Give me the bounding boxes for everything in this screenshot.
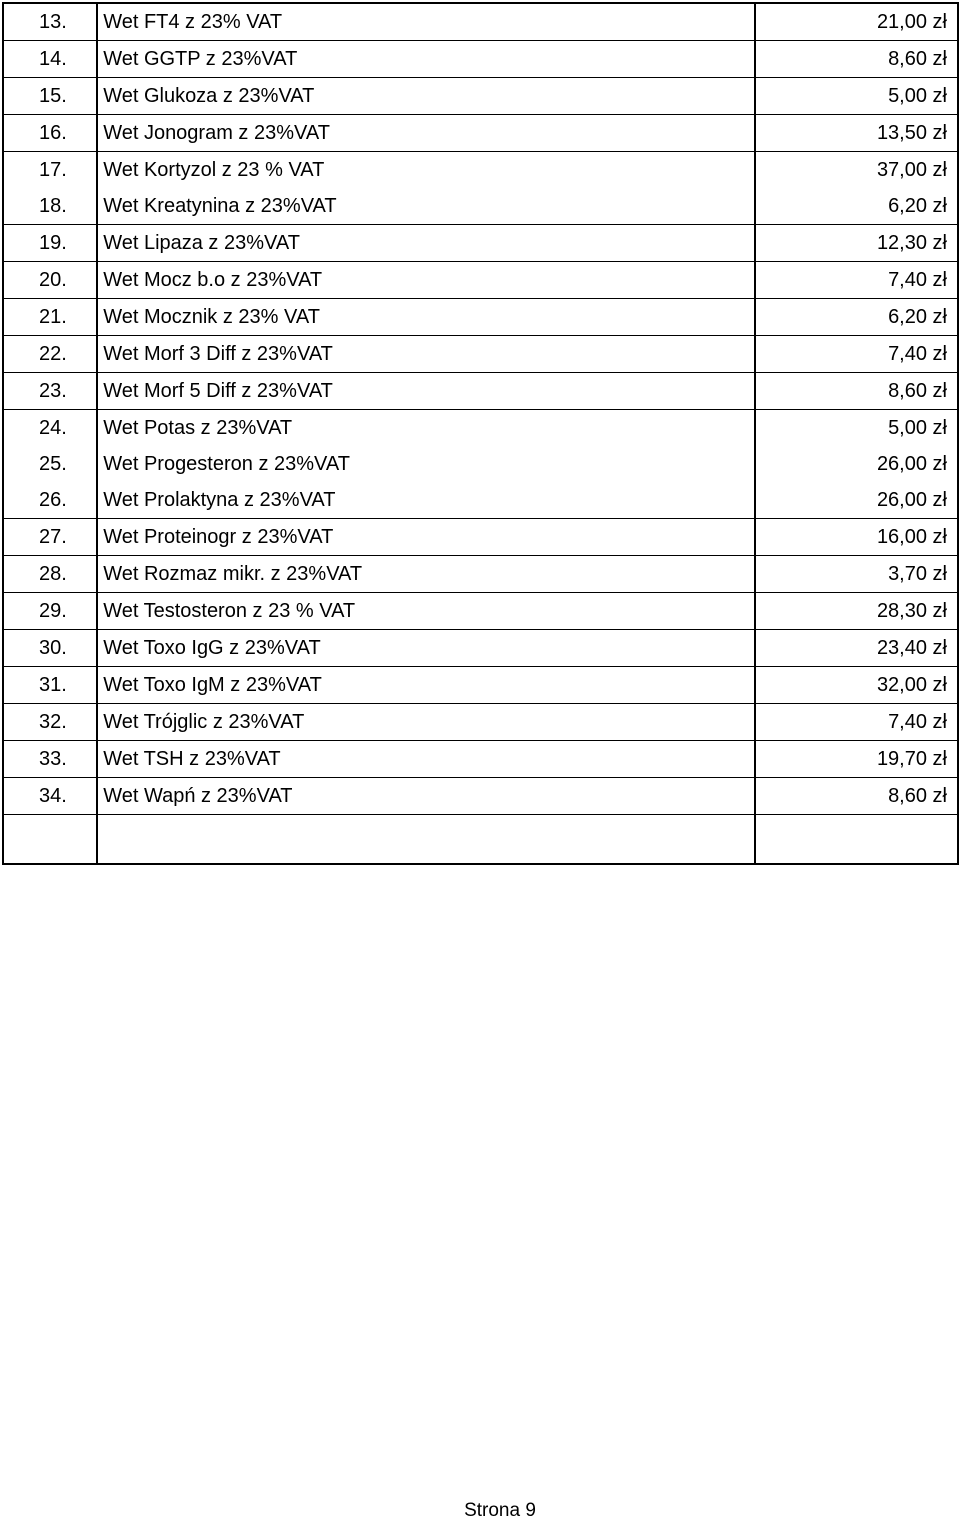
price-cell: 6,20 zł	[755, 299, 958, 336]
row-number-cell: 21.	[3, 299, 97, 336]
test-name-cell: Wet Progesteron z 23%VAT	[97, 446, 754, 482]
table-row	[3, 41, 958, 78]
row-number-cell: 13.	[3, 3, 97, 41]
price-cell: 26,00 zł	[755, 446, 958, 482]
table-row	[3, 115, 958, 152]
row-number-cell: 16.	[3, 115, 97, 152]
table-row	[3, 336, 958, 373]
row-number-cell: 27.	[3, 519, 97, 556]
price-cell: 32,00 zł	[755, 667, 958, 704]
price-cell: 5,00 zł	[755, 78, 958, 115]
table-row	[3, 299, 958, 336]
test-name-cell: Wet Toxo IgG z 23%VAT	[97, 630, 754, 667]
page-number: Strona 9	[464, 1500, 536, 1521]
row-number-cell: 32.	[3, 704, 97, 741]
price-cell: 7,40 zł	[755, 336, 958, 373]
row-number-cell: 24.	[3, 410, 97, 447]
table-row	[3, 225, 958, 262]
price-cell: 7,40 zł	[755, 704, 958, 741]
price-cell: 16,00 zł	[755, 519, 958, 556]
row-number-cell: 23.	[3, 373, 97, 410]
row-number-cell: 34.	[3, 778, 97, 815]
price-cell: 26,00 zł	[755, 482, 958, 519]
price-cell: 8,60 zł	[755, 778, 958, 815]
test-name-cell: Wet Jonogram z 23%VAT	[97, 115, 754, 152]
test-name-cell: Wet FT4 z 23% VAT	[97, 3, 754, 41]
test-name-cell: Wet Lipaza z 23%VAT	[97, 225, 754, 262]
test-name-cell: Wet Trójglic z 23%VAT	[97, 704, 754, 741]
test-name-cell: Wet Mocznik z 23% VAT	[97, 299, 754, 336]
row-number-cell: 14.	[3, 41, 97, 78]
price-cell: 23,40 zł	[755, 630, 958, 667]
test-name-cell: Wet Mocz b.o z 23%VAT	[97, 262, 754, 299]
price-cell: 19,70 zł	[755, 741, 958, 778]
row-number-cell: 33.	[3, 741, 97, 778]
row-number-cell: 20.	[3, 262, 97, 299]
test-name-cell: Wet Proteinogr z 23%VAT	[97, 519, 754, 556]
row-number-cell: 25.	[3, 446, 97, 482]
test-name-cell: Wet Toxo IgM z 23%VAT	[97, 667, 754, 704]
row-number-cell	[3, 815, 97, 865]
table-row	[3, 667, 958, 704]
row-number-cell: 22.	[3, 336, 97, 373]
price-cell: 5,00 zł	[755, 410, 958, 447]
test-name-cell: Wet Kortyzol z 23 % VAT	[97, 152, 754, 189]
row-number-cell: 15.	[3, 78, 97, 115]
table-row	[3, 741, 958, 778]
test-name-cell: Wet Morf 5 Diff z 23%VAT	[97, 373, 754, 410]
test-name-cell: Wet Potas z 23%VAT	[97, 410, 754, 447]
test-name-cell: Wet Glukoza z 23%VAT	[97, 78, 754, 115]
test-name-cell: Wet Testosteron z 23 % VAT	[97, 593, 754, 630]
test-name-cell: Wet Prolaktyna z 23%VAT	[97, 482, 754, 519]
table-row	[3, 446, 958, 482]
row-number-cell: 18.	[3, 188, 97, 225]
table-row	[3, 556, 958, 593]
table-row	[3, 78, 958, 115]
price-cell: 8,60 zł	[755, 373, 958, 410]
price-cell: 7,40 zł	[755, 262, 958, 299]
row-number-cell: 19.	[3, 225, 97, 262]
price-cell: 6,20 zł	[755, 188, 958, 225]
price-cell	[755, 815, 958, 865]
table-row	[3, 815, 958, 865]
row-number-cell: 30.	[3, 630, 97, 667]
row-number-cell: 29.	[3, 593, 97, 630]
row-number-cell: 31.	[3, 667, 97, 704]
test-name-cell: Wet GGTP z 23%VAT	[97, 41, 754, 78]
test-name-cell: Wet Rozmaz mikr. z 23%VAT	[97, 556, 754, 593]
price-cell: 3,70 zł	[755, 556, 958, 593]
test-name-cell: Wet Wapń z 23%VAT	[97, 778, 754, 815]
price-cell: 28,30 zł	[755, 593, 958, 630]
price-cell: 13,50 zł	[755, 115, 958, 152]
test-name-cell: Wet TSH z 23%VAT	[97, 741, 754, 778]
table-row	[3, 188, 958, 225]
price-cell: 8,60 zł	[755, 41, 958, 78]
row-number-cell: 17.	[3, 152, 97, 189]
price-list-body	[3, 3, 958, 864]
test-name-cell: Wet Kreatynina z 23%VAT	[97, 188, 754, 225]
table-row	[3, 3, 958, 41]
row-number-cell: 28.	[3, 556, 97, 593]
row-number-cell: 26.	[3, 482, 97, 519]
test-name-cell	[97, 815, 754, 865]
table-row	[3, 519, 958, 556]
table-row	[3, 410, 958, 447]
test-name-cell: Wet Morf 3 Diff z 23%VAT	[97, 336, 754, 373]
table-row	[3, 778, 958, 815]
price-cell: 21,00 zł	[755, 3, 958, 41]
table-row	[3, 262, 958, 299]
table-row	[3, 152, 958, 189]
price-cell: 12,30 zł	[755, 225, 958, 262]
table-row	[3, 630, 958, 667]
price-list-table	[2, 2, 959, 865]
table-row	[3, 704, 958, 741]
price-cell: 37,00 zł	[755, 152, 958, 189]
table-row	[3, 373, 958, 410]
table-row	[3, 482, 958, 519]
table-row	[3, 593, 958, 630]
